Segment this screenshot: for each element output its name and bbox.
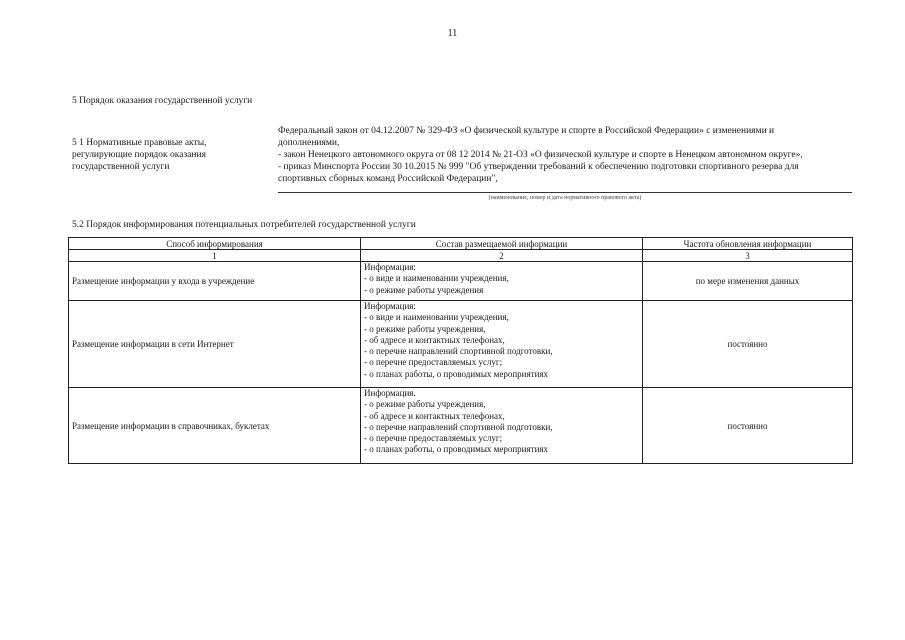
header-frequency: Частота обновления информации [643, 238, 853, 250]
table-row [69, 301, 853, 388]
content-line: - о планах работы, о проводимых мероприятиях [364, 368, 549, 379]
frequency-cell: по мере изменения данных [643, 262, 853, 301]
header-content: Состав размещаемой информации [361, 238, 643, 250]
table-row [69, 388, 853, 464]
content-line: - о режиме работы учреждения [364, 284, 484, 295]
content-line: - об адресе и контактных телефонах, [364, 334, 505, 345]
page-number: 11 [447, 28, 458, 39]
acts-caption: (наименование, номер и дата нормативного правового акта) [488, 195, 642, 201]
method-cell: Размещение информации в сети Интернет [69, 301, 361, 388]
table-row [69, 262, 853, 301]
header-method: Способ информирования [69, 238, 361, 250]
normative-acts-list [278, 125, 830, 185]
content-line: Информация: [364, 301, 416, 311]
content-line: Информация: [364, 262, 416, 272]
normative-act-line: - закон Ненецкого автономного округа от 08 12 2014 № 21-ОЗ «О физической культуре и спорте в Ненецком автономном округе», [278, 150, 803, 160]
content-line: Информация. [364, 388, 416, 398]
content-cell [361, 388, 643, 464]
content-line: - о перечне направлений спортивной подготовки, [364, 346, 553, 357]
method-cell: Размещение информации в справочниках, буклетах [69, 388, 361, 464]
column-number: 2 [361, 250, 643, 262]
frequency-cell: постоянно [643, 388, 853, 464]
content-cell [361, 262, 643, 301]
content-line: - о перечне предоставляемых услуг; [364, 433, 503, 444]
information-table [68, 237, 853, 464]
content-line: - о режиме работы учреждения, [364, 399, 486, 410]
content-cell [361, 301, 643, 388]
content-line: - о планах работы, о проводимых мероприятиях [364, 444, 549, 455]
column-number: 3 [643, 250, 853, 262]
section-5-heading: 5 Порядок оказания государственной услуги [72, 96, 253, 106]
content-line: - о режиме работы учреждения, [364, 323, 486, 334]
normative-act-line: дополнениями, [278, 138, 340, 148]
content-line: - о перечне предоставляемых услуг; [364, 357, 503, 368]
method-cell: Размещение информации у входа в учреждение [69, 262, 361, 301]
frequency-cell: постоянно [643, 301, 853, 388]
section-5-2-heading: 5.2 Порядок информирования потенциальных потребителей государственной услуги [72, 220, 416, 230]
section-5-1-label-line: регулирующие порядок оказания [72, 150, 206, 160]
table-header-row [69, 238, 853, 250]
normative-act-line: Федеральный закон от 04.12.2007 № 329-ФЗ «О физической культуре и спорте в Российской Федерации» с изменениями и [278, 126, 775, 136]
content-line: - о виде и наименовании учреждения, [364, 312, 509, 323]
content-line: - об адресе и контактных телефонах, [364, 410, 505, 421]
table-number-row [69, 250, 853, 262]
section-5-1-label [72, 137, 272, 173]
normative-act-line: спортивных сборных команд Российской Федерации", [278, 174, 498, 184]
section-5-1-label-line: государственной услуги [72, 162, 170, 172]
content-line: - о виде и наименовании учреждения, [364, 273, 509, 284]
normative-act-line: - приказ Минспорта России 30 10.2015 № 999 "Об утверждении требований к обеспечению подготовки спортивного резерва для [278, 162, 799, 172]
section-5-1-label-line: 5 1 Нормативные правовые акты, [72, 138, 207, 148]
column-number: 1 [69, 250, 361, 262]
content-line: - о перечне направлений спортивной подготовки, [364, 421, 553, 432]
acts-underline [278, 192, 852, 193]
